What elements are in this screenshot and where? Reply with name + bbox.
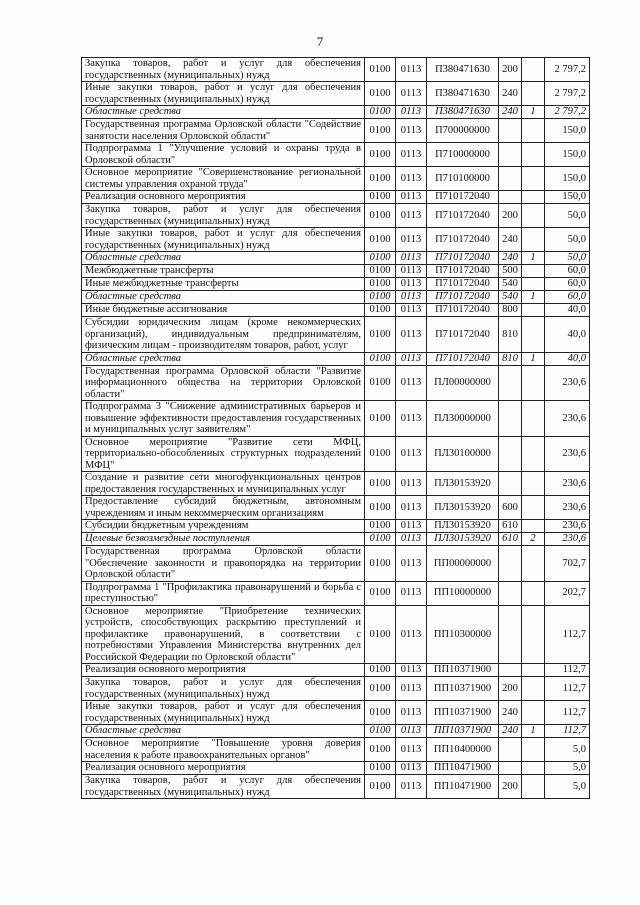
funding-source-code bbox=[522, 762, 545, 775]
expense-type-code bbox=[499, 119, 522, 143]
subsection-code: 0113 bbox=[396, 82, 427, 106]
table-row bbox=[82, 143, 590, 167]
expense-type-code bbox=[499, 581, 522, 605]
funding-source-code bbox=[522, 738, 545, 762]
section-code: 0100 bbox=[365, 701, 396, 725]
funding-source-code: 1 bbox=[522, 252, 545, 265]
subsection-code: 0113 bbox=[396, 252, 427, 265]
target-article-code: П380471630 bbox=[427, 82, 499, 106]
funding-source-code bbox=[522, 581, 545, 605]
table-row bbox=[82, 496, 590, 520]
row-name: Иные закупки товаров, работ и услуг для обеспечения государственных (муниципальных) нужд bbox=[82, 82, 365, 106]
row-name: Иные закупки товаров, работ и услуг для обеспечения государственных (муниципальных) нужд bbox=[82, 701, 365, 725]
row-name: Иные бюджетные ассигнования bbox=[82, 304, 365, 317]
table-row bbox=[82, 228, 590, 252]
subsection-code: 0113 bbox=[396, 143, 427, 167]
amount: 5,0 bbox=[545, 775, 590, 799]
table-row bbox=[82, 401, 590, 437]
funding-source-code: 1 bbox=[522, 725, 545, 738]
subsection-code: 0113 bbox=[396, 701, 427, 725]
target-article-code: ПП10300000 bbox=[427, 605, 499, 664]
amount: 230,6 bbox=[545, 365, 590, 401]
amount: 112,7 bbox=[545, 677, 590, 701]
target-article-code: П710172040 bbox=[427, 317, 499, 353]
row-name: Закупка товаров, работ и услуг для обеспечения государственных (муниципальных) нужд bbox=[82, 204, 365, 228]
table-row bbox=[82, 204, 590, 228]
target-article-code: П380471630 bbox=[427, 58, 499, 82]
expense-type-code bbox=[499, 472, 522, 496]
amount: 112,7 bbox=[545, 701, 590, 725]
section-code: 0100 bbox=[365, 82, 396, 106]
amount: 230,6 bbox=[545, 533, 590, 546]
target-article-code: ПП00000000 bbox=[427, 546, 499, 582]
funding-source-code bbox=[522, 317, 545, 353]
subsection-code: 0113 bbox=[396, 677, 427, 701]
section-code: 0100 bbox=[365, 496, 396, 520]
section-code: 0100 bbox=[365, 605, 396, 664]
funding-source-code bbox=[522, 701, 545, 725]
subsection-code: 0113 bbox=[396, 436, 427, 472]
table-row bbox=[82, 762, 590, 775]
subsection-code: 0113 bbox=[396, 119, 427, 143]
funding-source-code bbox=[522, 775, 545, 799]
expense-type-code: 610 bbox=[499, 520, 522, 533]
row-name: Государственная программа Орловской области "Обеспечение законности и правопорядка на территории Орловской области" bbox=[82, 546, 365, 582]
table-row bbox=[82, 581, 590, 605]
subsection-code: 0113 bbox=[396, 581, 427, 605]
target-article-code: ПП10400000 bbox=[427, 738, 499, 762]
section-code: 0100 bbox=[365, 252, 396, 265]
section-code: 0100 bbox=[365, 533, 396, 546]
amount: 150,0 bbox=[545, 191, 590, 204]
expense-type-code bbox=[499, 436, 522, 472]
budget-table bbox=[81, 57, 590, 799]
amount: 112,7 bbox=[545, 664, 590, 677]
table-row bbox=[82, 304, 590, 317]
subsection-code: 0113 bbox=[396, 546, 427, 582]
expense-type-code: 810 bbox=[499, 317, 522, 353]
amount: 702,7 bbox=[545, 546, 590, 582]
amount: 2 797,2 bbox=[545, 58, 590, 82]
row-name: Предоставление субсидий бюджетным, автономным учреждениям и иным некоммерческим организациям bbox=[82, 496, 365, 520]
expense-type-code bbox=[499, 143, 522, 167]
section-code: 0100 bbox=[365, 352, 396, 365]
row-name: Закупка товаров, работ и услуг для обеспечения государственных (муниципальных) нужд bbox=[82, 775, 365, 799]
table-row bbox=[82, 725, 590, 738]
funding-source-code bbox=[522, 304, 545, 317]
target-article-code: П700000000 bbox=[427, 119, 499, 143]
funding-source-code bbox=[522, 191, 545, 204]
amount: 2 797,2 bbox=[545, 82, 590, 106]
table-row bbox=[82, 82, 590, 106]
funding-source-code bbox=[522, 143, 545, 167]
target-article-code: П710172040 bbox=[427, 304, 499, 317]
funding-source-code bbox=[522, 365, 545, 401]
row-name: Создание и развитие сети многофункциональных центров предоставления государственных и муниципальных услуг bbox=[82, 472, 365, 496]
row-name: Государственная программа Орловской области "Содействие занятости населения Орловской области" bbox=[82, 119, 365, 143]
target-article-code: ПЛ30000000 bbox=[427, 401, 499, 437]
section-code: 0100 bbox=[365, 143, 396, 167]
target-article-code: П710172040 bbox=[427, 352, 499, 365]
table-row bbox=[82, 738, 590, 762]
target-article-code: П710100000 bbox=[427, 167, 499, 191]
row-name: Реализация основного мероприятия bbox=[82, 762, 365, 775]
funding-source-code bbox=[522, 546, 545, 582]
amount: 5,0 bbox=[545, 762, 590, 775]
subsection-code: 0113 bbox=[396, 738, 427, 762]
amount: 40,0 bbox=[545, 304, 590, 317]
funding-source-code bbox=[522, 167, 545, 191]
table-row bbox=[82, 252, 590, 265]
funding-source-code: 1 bbox=[522, 352, 545, 365]
table-row bbox=[82, 291, 590, 304]
row-name: Основное мероприятие "Совершенствование региональной системы управления охраной труда" bbox=[82, 167, 365, 191]
row-name: Иные межбюджетные трансферты bbox=[82, 278, 365, 291]
amount: 230,6 bbox=[545, 436, 590, 472]
subsection-code: 0113 bbox=[396, 352, 427, 365]
expense-type-code: 610 bbox=[499, 533, 522, 546]
target-article-code: ПП10371900 bbox=[427, 725, 499, 738]
row-name: Межбюджетные трансферты bbox=[82, 265, 365, 278]
row-name: Областные средства bbox=[82, 352, 365, 365]
funding-source-code bbox=[522, 401, 545, 437]
section-code: 0100 bbox=[365, 278, 396, 291]
amount: 150,0 bbox=[545, 119, 590, 143]
section-code: 0100 bbox=[365, 191, 396, 204]
row-name: Областные средства bbox=[82, 106, 365, 119]
subsection-code: 0113 bbox=[396, 472, 427, 496]
expense-type-code: 240 bbox=[499, 228, 522, 252]
funding-source-code: 1 bbox=[522, 106, 545, 119]
target-article-code: П710172040 bbox=[427, 252, 499, 265]
section-code: 0100 bbox=[365, 762, 396, 775]
amount: 150,0 bbox=[545, 143, 590, 167]
amount: 5,0 bbox=[545, 738, 590, 762]
subsection-code: 0113 bbox=[396, 664, 427, 677]
subsection-code: 0113 bbox=[396, 204, 427, 228]
expense-type-code bbox=[499, 738, 522, 762]
expense-type-code: 810 bbox=[499, 352, 522, 365]
target-article-code: ПП10371900 bbox=[427, 701, 499, 725]
funding-source-code bbox=[522, 119, 545, 143]
subsection-code: 0113 bbox=[396, 762, 427, 775]
section-code: 0100 bbox=[365, 664, 396, 677]
subsection-code: 0113 bbox=[396, 725, 427, 738]
expense-type-code: 500 bbox=[499, 265, 522, 278]
subsection-code: 0113 bbox=[396, 496, 427, 520]
target-article-code: П380471630 bbox=[427, 106, 499, 119]
expense-type-code: 600 bbox=[499, 496, 522, 520]
amount: 60,0 bbox=[545, 265, 590, 278]
row-name: Субсидии юридическим лицам (кроме некоммерческих организаций), индивидуальным предпринимателям, физическим лицам - производителям товаров, работ, услуг bbox=[82, 317, 365, 353]
funding-source-code bbox=[522, 520, 545, 533]
subsection-code: 0113 bbox=[396, 605, 427, 664]
row-name: Областные средства bbox=[82, 725, 365, 738]
section-code: 0100 bbox=[365, 738, 396, 762]
subsection-code: 0113 bbox=[396, 167, 427, 191]
amount: 202,7 bbox=[545, 581, 590, 605]
section-code: 0100 bbox=[365, 167, 396, 191]
table-row bbox=[82, 317, 590, 353]
expense-type-code: 240 bbox=[499, 701, 522, 725]
funding-source-code bbox=[522, 472, 545, 496]
table-row bbox=[82, 472, 590, 496]
funding-source-code bbox=[522, 278, 545, 291]
amount: 40,0 bbox=[545, 317, 590, 353]
table-row bbox=[82, 533, 590, 546]
section-code: 0100 bbox=[365, 304, 396, 317]
amount: 230,6 bbox=[545, 496, 590, 520]
row-name: Закупка товаров, работ и услуг для обеспечения государственных (муниципальных) нужд bbox=[82, 58, 365, 82]
subsection-code: 0113 bbox=[396, 317, 427, 353]
section-code: 0100 bbox=[365, 520, 396, 533]
target-article-code: ПП10371900 bbox=[427, 664, 499, 677]
section-code: 0100 bbox=[365, 106, 396, 119]
row-name: Основное мероприятие "Приобретение технических устройств, способствующих раскрытию преступлений и профилактике правонарушений, в соответствии с потребностями Управления Министерства внутренних дел Российской Федерации по Орловской области" bbox=[82, 605, 365, 664]
expense-type-code: 200 bbox=[499, 677, 522, 701]
row-name: Основное мероприятие "Повышение уровня доверия населения к работе правоохранительных органов" bbox=[82, 738, 365, 762]
target-article-code: ПП10471900 bbox=[427, 762, 499, 775]
funding-source-code bbox=[522, 228, 545, 252]
subsection-code: 0113 bbox=[396, 106, 427, 119]
target-article-code: ПП10471900 bbox=[427, 775, 499, 799]
table-row bbox=[82, 775, 590, 799]
section-code: 0100 bbox=[365, 291, 396, 304]
target-article-code: П710000000 bbox=[427, 143, 499, 167]
amount: 150,0 bbox=[545, 167, 590, 191]
funding-source-code bbox=[522, 605, 545, 664]
row-name: Реализация основного мероприятия bbox=[82, 191, 365, 204]
amount: 50,0 bbox=[545, 228, 590, 252]
target-article-code: П710172040 bbox=[427, 228, 499, 252]
row-name: Подпрограмма 1 "Профилактика правонарушений и борьба с преступностью" bbox=[82, 581, 365, 605]
subsection-code: 0113 bbox=[396, 775, 427, 799]
target-article-code: П710172040 bbox=[427, 265, 499, 278]
section-code: 0100 bbox=[365, 204, 396, 228]
target-article-code: ПЛ30153920 bbox=[427, 472, 499, 496]
table-row bbox=[82, 191, 590, 204]
table-row bbox=[82, 278, 590, 291]
target-article-code: ПЛ00000000 bbox=[427, 365, 499, 401]
target-article-code: П710172040 bbox=[427, 191, 499, 204]
expense-type-code bbox=[499, 167, 522, 191]
expense-type-code bbox=[499, 191, 522, 204]
row-name: Областные средства bbox=[82, 291, 365, 304]
table-row bbox=[82, 546, 590, 582]
section-code: 0100 bbox=[365, 265, 396, 278]
funding-source-code bbox=[522, 436, 545, 472]
expense-type-code bbox=[499, 762, 522, 775]
row-name: Реализация основного мероприятия bbox=[82, 664, 365, 677]
section-code: 0100 bbox=[365, 58, 396, 82]
table-row bbox=[82, 119, 590, 143]
section-code: 0100 bbox=[365, 401, 396, 437]
expense-type-code: 240 bbox=[499, 82, 522, 106]
funding-source-code bbox=[522, 265, 545, 278]
expense-type-code bbox=[499, 365, 522, 401]
amount: 112,7 bbox=[545, 725, 590, 738]
funding-source-code bbox=[522, 204, 545, 228]
table-row bbox=[82, 265, 590, 278]
section-code: 0100 bbox=[365, 228, 396, 252]
target-article-code: ПЛ30100000 bbox=[427, 436, 499, 472]
target-article-code: ПП10000000 bbox=[427, 581, 499, 605]
subsection-code: 0113 bbox=[396, 365, 427, 401]
table-row bbox=[82, 520, 590, 533]
row-name: Иные закупки товаров, работ и услуг для обеспечения государственных (муниципальных) нужд bbox=[82, 228, 365, 252]
subsection-code: 0113 bbox=[396, 191, 427, 204]
expense-type-code: 800 bbox=[499, 304, 522, 317]
amount: 40,0 bbox=[545, 352, 590, 365]
target-article-code: ПЛ30153920 bbox=[427, 533, 499, 546]
budget-table-body bbox=[82, 58, 590, 799]
subsection-code: 0113 bbox=[396, 304, 427, 317]
table-row bbox=[82, 352, 590, 365]
expense-type-code bbox=[499, 546, 522, 582]
subsection-code: 0113 bbox=[396, 520, 427, 533]
table-row bbox=[82, 701, 590, 725]
table-row bbox=[82, 677, 590, 701]
funding-source-code bbox=[522, 677, 545, 701]
expense-type-code: 540 bbox=[499, 278, 522, 291]
table-row bbox=[82, 167, 590, 191]
expense-type-code: 240 bbox=[499, 106, 522, 119]
amount: 2 797,2 bbox=[545, 106, 590, 119]
row-name: Субсидии бюджетным учреждениям bbox=[82, 520, 365, 533]
section-code: 0100 bbox=[365, 317, 396, 353]
target-article-code: ПП10371900 bbox=[427, 677, 499, 701]
expense-type-code bbox=[499, 664, 522, 677]
section-code: 0100 bbox=[365, 775, 396, 799]
amount: 230,6 bbox=[545, 472, 590, 496]
table-row bbox=[82, 58, 590, 82]
amount: 60,0 bbox=[545, 278, 590, 291]
section-code: 0100 bbox=[365, 472, 396, 496]
expense-type-code: 240 bbox=[499, 252, 522, 265]
target-article-code: П710172040 bbox=[427, 204, 499, 228]
section-code: 0100 bbox=[365, 581, 396, 605]
section-code: 0100 bbox=[365, 436, 396, 472]
subsection-code: 0113 bbox=[396, 58, 427, 82]
table-row bbox=[82, 605, 590, 664]
row-name: Подпрограмма 1 "Улучшение условий и охраны труда в Орловской области" bbox=[82, 143, 365, 167]
section-code: 0100 bbox=[365, 677, 396, 701]
target-article-code: П710172040 bbox=[427, 278, 499, 291]
subsection-code: 0113 bbox=[396, 278, 427, 291]
amount: 230,6 bbox=[545, 401, 590, 437]
target-article-code: ПЛ30153920 bbox=[427, 496, 499, 520]
target-article-code: ПЛ30153920 bbox=[427, 520, 499, 533]
amount: 112,7 bbox=[545, 605, 590, 664]
expense-type-code: 200 bbox=[499, 775, 522, 799]
section-code: 0100 bbox=[365, 365, 396, 401]
row-name: Закупка товаров, работ и услуг для обеспечения государственных (муниципальных) нужд bbox=[82, 677, 365, 701]
amount: 230,6 bbox=[545, 520, 590, 533]
row-name: Основное мероприятие "Развитие сети МФЦ, территориально-обособленных структурных подразделений МФЦ" bbox=[82, 436, 365, 472]
section-code: 0100 bbox=[365, 546, 396, 582]
row-name: Государственная программа Орловской области "Развитие информационного общества на территории Орловской области" bbox=[82, 365, 365, 401]
page-number: 7 bbox=[316, 34, 324, 49]
table-row bbox=[82, 106, 590, 119]
subsection-code: 0113 bbox=[396, 401, 427, 437]
expense-type-code: 200 bbox=[499, 204, 522, 228]
funding-source-code bbox=[522, 58, 545, 82]
expense-type-code bbox=[499, 401, 522, 437]
funding-source-code: 2 bbox=[522, 533, 545, 546]
expense-type-code: 200 bbox=[499, 58, 522, 82]
subsection-code: 0113 bbox=[396, 228, 427, 252]
expense-type-code: 240 bbox=[499, 725, 522, 738]
expense-type-code: 540 bbox=[499, 291, 522, 304]
table-row bbox=[82, 365, 590, 401]
section-code: 0100 bbox=[365, 725, 396, 738]
subsection-code: 0113 bbox=[396, 291, 427, 304]
row-name: Целевые безвозмездные поступления bbox=[82, 533, 365, 546]
expense-type-code bbox=[499, 605, 522, 664]
funding-source-code bbox=[522, 82, 545, 106]
row-name: Областные средства bbox=[82, 252, 365, 265]
funding-source-code: 1 bbox=[522, 291, 545, 304]
target-article-code: П710172040 bbox=[427, 291, 499, 304]
subsection-code: 0113 bbox=[396, 265, 427, 278]
amount: 50,0 bbox=[545, 252, 590, 265]
amount: 50,0 bbox=[545, 204, 590, 228]
amount: 60,0 bbox=[545, 291, 590, 304]
row-name: Подпрограмма 3 "Снижение административных барьеров и повышение эффективности предоставления государственных и муниципальных услуг заявителям" bbox=[82, 401, 365, 437]
table-row bbox=[82, 664, 590, 677]
subsection-code: 0113 bbox=[396, 533, 427, 546]
table-row bbox=[82, 436, 590, 472]
funding-source-code bbox=[522, 496, 545, 520]
funding-source-code bbox=[522, 664, 545, 677]
section-code: 0100 bbox=[365, 119, 396, 143]
